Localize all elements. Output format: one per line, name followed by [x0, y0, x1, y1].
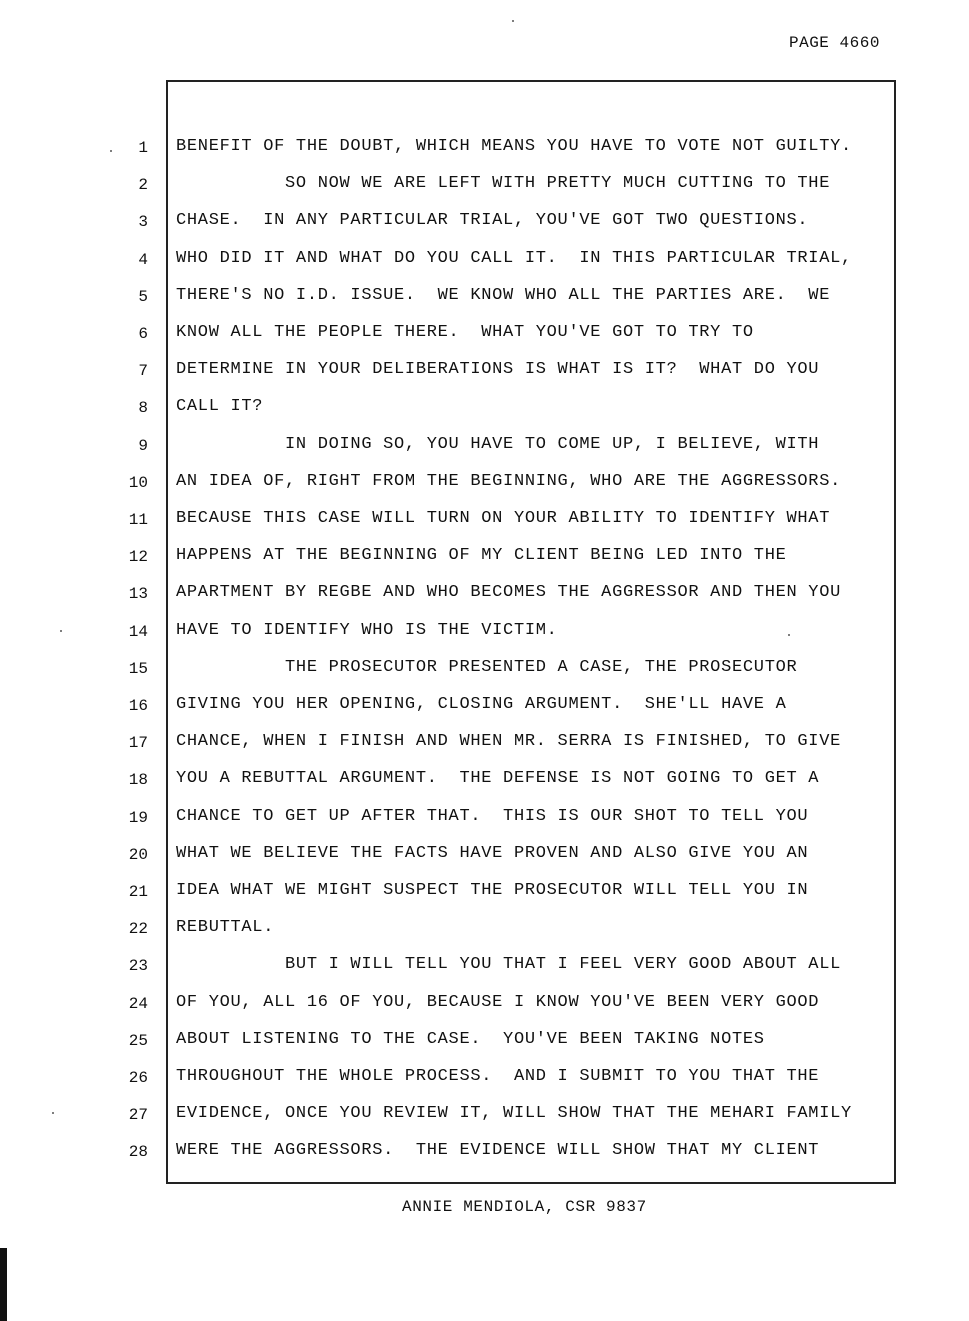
transcript-line: WHO DID IT AND WHAT DO YOU CALL IT. IN THIS PARTICULAR TRIAL,	[176, 249, 852, 268]
transcript-line: WHAT WE BELIEVE THE FACTS HAVE PROVEN AND ALSO GIVE YOU AN	[176, 844, 809, 863]
transcript-line: SO NOW WE ARE LEFT WITH PRETTY MUCH CUTTING TO THE	[176, 174, 831, 193]
line-number: 8	[138, 399, 148, 417]
transcript-line: APARTMENT BY REGBE AND WHO BECOMES THE AGGRESSOR AND THEN YOU	[176, 583, 842, 602]
line-number: 15	[128, 660, 148, 678]
transcript-line: HAPPENS AT THE BEGINNING OF MY CLIENT BEING LED INTO THE	[176, 546, 787, 565]
transcript-line: AN IDEA OF, RIGHT FROM THE BEGINNING, WHO ARE THE AGGRESSORS.	[176, 472, 842, 491]
transcript-line: DETERMINE IN YOUR DELIBERATIONS IS WHAT IS IT? WHAT DO YOU	[176, 360, 820, 379]
line-number: 13	[128, 585, 148, 603]
scan-speck	[110, 150, 112, 152]
transcript-line: CHANCE, WHEN I FINISH AND WHEN MR. SERRA IS FINISHED, TO GIVE	[176, 732, 842, 751]
line-number: 5	[138, 288, 148, 306]
transcript-line: IDEA WHAT WE MIGHT SUSPECT THE PROSECUTOR WILL TELL YOU IN	[176, 881, 809, 900]
transcript-line: WERE THE AGGRESSORS. THE EVIDENCE WILL SHOW THAT MY CLIENT	[176, 1141, 820, 1160]
transcript-line: EVIDENCE, ONCE YOU REVIEW IT, WILL SHOW THAT THE MEHARI FAMILY	[176, 1104, 852, 1123]
line-number: 11	[128, 511, 148, 529]
line-number: 1	[138, 139, 148, 157]
transcript-line: GIVING YOU HER OPENING, CLOSING ARGUMENT. SHE'LL HAVE A	[176, 695, 787, 714]
scan-speck	[52, 1112, 54, 1114]
scan-speck	[788, 634, 790, 636]
transcript-line: BENEFIT OF THE DOUBT, WHICH MEANS YOU HAVE TO VOTE NOT GUILTY.	[176, 137, 852, 156]
transcript-line: CALL IT?	[176, 397, 264, 416]
line-number: 23	[128, 957, 148, 975]
scan-speck	[60, 630, 62, 632]
line-number: 12	[128, 548, 148, 566]
line-number: 21	[128, 883, 148, 901]
transcript-line: OF YOU, ALL 16 OF YOU, BECAUSE I KNOW YOU'VE BEEN VERY GOOD	[176, 993, 820, 1012]
transcript-line: THERE'S NO I.D. ISSUE. WE KNOW WHO ALL THE PARTIES ARE. WE	[176, 286, 831, 305]
page-number: PAGE 4660	[789, 34, 880, 52]
line-number: 6	[138, 325, 148, 343]
line-number: 25	[128, 1032, 148, 1050]
transcript-line: CHANCE TO GET UP AFTER THAT. THIS IS OUR SHOT TO TELL YOU	[176, 807, 809, 826]
scan-speck	[512, 20, 514, 22]
transcript-line: YOU A REBUTTAL ARGUMENT. THE DEFENSE IS NOT GOING TO GET A	[176, 769, 820, 788]
line-number: 10	[128, 474, 148, 492]
line-number: 16	[128, 697, 148, 715]
scan-edge-mark	[0, 1248, 7, 1321]
transcript-line: BUT I WILL TELL YOU THAT I FEEL VERY GOOD ABOUT ALL	[176, 955, 842, 974]
transcript-line: CHASE. IN ANY PARTICULAR TRIAL, YOU'VE GOT TWO QUESTIONS.	[176, 211, 809, 230]
transcript-line: BECAUSE THIS CASE WILL TURN ON YOUR ABILITY TO IDENTIFY WHAT	[176, 509, 831, 528]
line-number: 14	[128, 623, 148, 641]
line-number: 27	[128, 1106, 148, 1124]
transcript-line: THE PROSECUTOR PRESENTED A CASE, THE PROSECUTOR	[176, 658, 798, 677]
transcript-line: REBUTTAL.	[176, 918, 275, 937]
court-reporter-footer: ANNIE MENDIOLA, CSR 9837	[402, 1198, 647, 1216]
line-number: 2	[138, 176, 148, 194]
transcript-line: THROUGHOUT THE WHOLE PROCESS. AND I SUBMIT TO YOU THAT THE	[176, 1067, 820, 1086]
line-number: 19	[128, 809, 148, 827]
line-number: 22	[128, 920, 148, 938]
transcript-line: HAVE TO IDENTIFY WHO IS THE VICTIM.	[176, 621, 558, 640]
line-number: 17	[128, 734, 148, 752]
transcript-line: ABOUT LISTENING TO THE CASE. YOU'VE BEEN TAKING NOTES	[176, 1030, 765, 1049]
line-number: 9	[138, 437, 148, 455]
line-number: 3	[138, 213, 148, 231]
line-number: 28	[128, 1143, 148, 1161]
transcript-line: KNOW ALL THE PEOPLE THERE. WHAT YOU'VE GOT TO TRY TO	[176, 323, 754, 342]
line-number: 18	[128, 771, 148, 789]
line-number: 20	[128, 846, 148, 864]
line-number: 26	[128, 1069, 148, 1087]
line-number: 4	[138, 251, 148, 269]
transcript-line: IN DOING SO, YOU HAVE TO COME UP, I BELIEVE, WITH	[176, 435, 820, 454]
line-number: 7	[138, 362, 148, 380]
line-number: 24	[128, 995, 148, 1013]
